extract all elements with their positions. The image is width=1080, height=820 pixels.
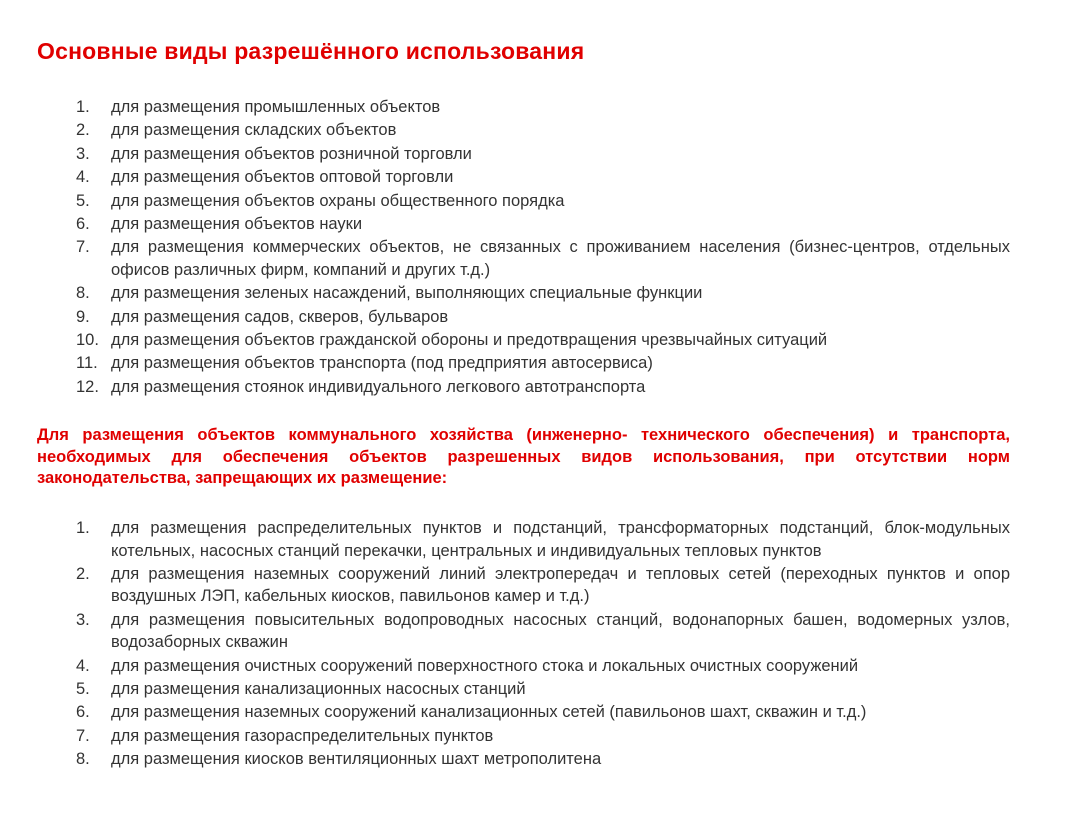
list-item bbox=[76, 329, 1010, 352]
list-item bbox=[76, 655, 1010, 678]
item-text: для размещения коммерческих объектов, не связанных с проживанием населения (бизнес-центров, отдельных офисов различных фирм, компаний и других т.д.) bbox=[111, 238, 1010, 279]
item-text: для размещения зеленых насаждений, выполняющих специальные функции bbox=[111, 284, 703, 303]
item-text: для размещения объектов науки bbox=[111, 214, 363, 233]
item-number: 7. bbox=[76, 238, 90, 257]
item-number: 12. bbox=[76, 377, 99, 396]
item-text: для размещения объектов охраны общественного порядка bbox=[111, 191, 565, 210]
page-title: Основные виды разрешённого использования bbox=[37, 38, 585, 64]
item-number: 4. bbox=[76, 656, 90, 675]
utility-uses-list bbox=[76, 517, 1010, 772]
item-number: 7. bbox=[76, 726, 90, 745]
item-text: для размещения газораспределительных пунктов bbox=[111, 726, 494, 745]
item-text: для размещения очистных сооружений поверхностного стока и локальных очистных сооружений bbox=[111, 656, 859, 675]
list-item bbox=[76, 517, 1010, 562]
item-number: 5. bbox=[76, 191, 90, 210]
item-number: 2. bbox=[76, 564, 90, 583]
section-heading: Для размещения объектов коммунального хозяйства (инженерно- технического обеспечения) и транспорта, необходимых для обеспечения объектов разрешенных видов использования, при отсутствии норм законодательства, запрещающих их размещение: bbox=[37, 426, 1010, 487]
list-item bbox=[76, 609, 1010, 654]
item-number: 3. bbox=[76, 610, 90, 629]
item-text: для размещения наземных сооружений канализационных сетей (павильонов шахт, скважин и т.д.) bbox=[111, 703, 867, 722]
item-number: 3. bbox=[76, 144, 90, 163]
item-number: 1. bbox=[76, 519, 90, 537]
list-item bbox=[76, 352, 1010, 375]
list-item bbox=[76, 213, 1010, 236]
permitted-uses-list bbox=[76, 96, 1010, 399]
item-number: 8. bbox=[76, 284, 90, 303]
item-text: для размещения наземных сооружений линий электропередач и тепловых сетей (переходных пунктов и опор воздушных ЛЭП, кабельных киосков, павильонов камер и т.д.) bbox=[111, 564, 1010, 606]
item-number: 11. bbox=[76, 354, 98, 373]
list-item bbox=[76, 748, 1010, 771]
item-text: для размещения объектов транспорта (под предприятия автосервиса) bbox=[111, 354, 653, 373]
item-text: для размещения стоянок индивидуального легкового автотранспорта bbox=[111, 377, 646, 396]
item-number: 10. bbox=[76, 331, 99, 350]
list-item bbox=[76, 376, 1010, 399]
list-item bbox=[76, 701, 1010, 724]
item-number: 2. bbox=[76, 121, 90, 140]
list-item bbox=[76, 119, 1010, 142]
item-number: 6. bbox=[76, 214, 90, 233]
item-text: для размещения объектов оптовой торговли bbox=[111, 168, 454, 187]
item-text: для размещения промышленных объектов bbox=[111, 98, 441, 116]
list-item bbox=[76, 306, 1010, 329]
item-number: 4. bbox=[76, 168, 90, 187]
list-item bbox=[76, 190, 1010, 213]
item-text: для размещения канализационных насосных станций bbox=[111, 680, 526, 699]
item-text: для размещения распределительных пунктов и подстанций, трансформаторных подстанций, блок-модульных котельных, насосных станций перекачки, центральных и индивидуальных тепловых пунктов bbox=[111, 519, 1010, 560]
item-text: для размещения объектов розничной торговли bbox=[111, 144, 472, 163]
item-text: для размещения киосков вентиляционных шахт метрополитена bbox=[111, 750, 602, 769]
list-item bbox=[76, 282, 1010, 305]
item-text: для размещения складских объектов bbox=[111, 121, 397, 140]
list-item bbox=[76, 236, 1010, 281]
item-text: для размещения объектов гражданской обороны и предотвращения чрезвычайных ситуаций bbox=[111, 331, 828, 350]
item-number: 5. bbox=[76, 680, 90, 699]
list-item bbox=[76, 678, 1010, 701]
item-text: для размещения повысительных водопроводных насосных станций, водонапорных башен, водомерных узлов, водозаборных скважин bbox=[111, 610, 1010, 652]
list-item bbox=[76, 725, 1010, 748]
item-text: для размещения садов, скверов, бульваров bbox=[111, 307, 449, 326]
list-item bbox=[76, 96, 1010, 119]
item-number: 6. bbox=[76, 703, 90, 722]
list-item bbox=[76, 166, 1010, 189]
list-item bbox=[76, 143, 1010, 166]
item-number: 8. bbox=[76, 750, 90, 769]
item-number: 1. bbox=[76, 98, 90, 116]
list-item bbox=[76, 563, 1010, 608]
item-number: 9. bbox=[76, 307, 90, 326]
